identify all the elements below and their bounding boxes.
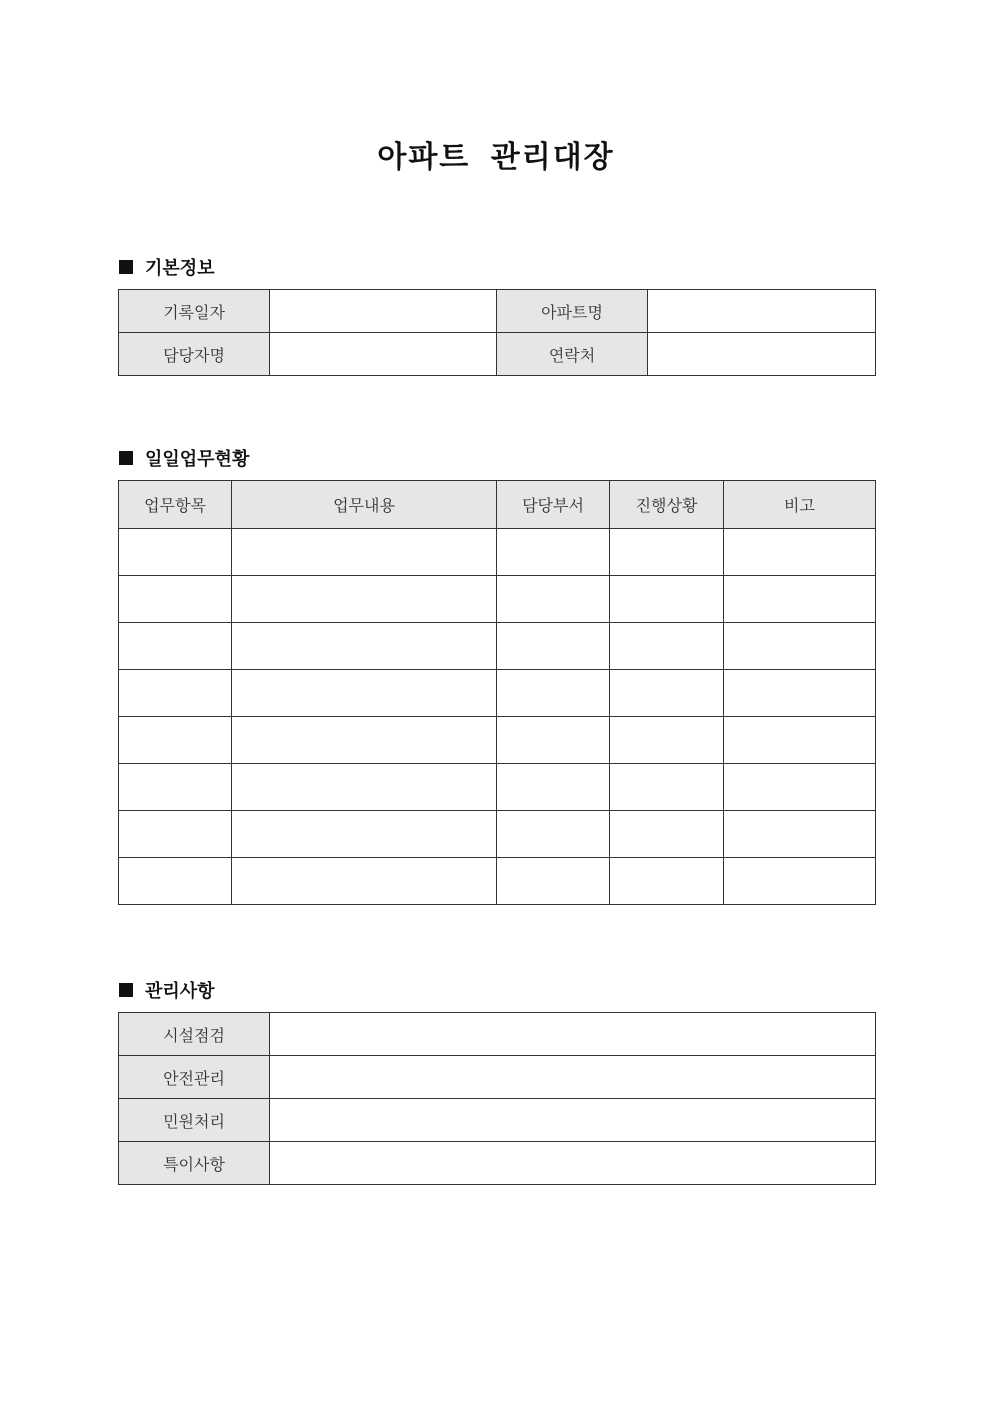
section-heading-management xyxy=(119,977,215,1003)
page-title: 아파트 관리대장 xyxy=(377,140,615,175)
column-header-department: 담당부서 xyxy=(497,481,610,529)
progress-cell[interactable] xyxy=(610,858,724,905)
section-heading-basic-info xyxy=(119,254,215,280)
manager-name-label: 담당자명 xyxy=(119,333,270,376)
table-row xyxy=(119,764,876,811)
table-row xyxy=(119,1099,876,1142)
table-row xyxy=(119,529,876,576)
section-heading-label: 기본정보 xyxy=(145,258,215,279)
department-cell[interactable] xyxy=(497,576,610,623)
apartment-name-field[interactable] xyxy=(648,290,876,333)
department-cell[interactable] xyxy=(497,529,610,576)
task-content-cell[interactable] xyxy=(232,717,497,764)
square-bullet-icon xyxy=(119,260,133,274)
record-date-field[interactable] xyxy=(270,290,497,333)
task-item-cell[interactable] xyxy=(119,764,232,811)
department-cell[interactable] xyxy=(497,811,610,858)
progress-cell[interactable] xyxy=(610,576,724,623)
safety-management-label: 안전관리 xyxy=(119,1056,270,1099)
table-row xyxy=(119,858,876,905)
department-cell[interactable] xyxy=(497,623,610,670)
safety-management-field[interactable] xyxy=(270,1056,876,1099)
complaint-handling-label: 민원처리 xyxy=(119,1099,270,1142)
table-row xyxy=(119,623,876,670)
table-row xyxy=(119,1056,876,1099)
task-content-cell[interactable] xyxy=(232,811,497,858)
special-notes-label: 특이사항 xyxy=(119,1142,270,1185)
progress-cell[interactable] xyxy=(610,764,724,811)
department-cell[interactable] xyxy=(497,764,610,811)
contact-field[interactable] xyxy=(648,333,876,376)
management-table xyxy=(118,1012,876,1185)
task-content-cell[interactable] xyxy=(232,764,497,811)
progress-cell[interactable] xyxy=(610,670,724,717)
remarks-cell[interactable] xyxy=(724,670,876,717)
table-row xyxy=(119,811,876,858)
task-item-cell[interactable] xyxy=(119,576,232,623)
daily-tasks-table xyxy=(118,480,876,905)
progress-cell[interactable] xyxy=(610,529,724,576)
square-bullet-icon xyxy=(119,451,133,465)
square-bullet-icon xyxy=(119,983,133,997)
task-item-cell[interactable] xyxy=(119,811,232,858)
table-row xyxy=(119,1142,876,1185)
remarks-cell[interactable] xyxy=(724,623,876,670)
table-row xyxy=(119,290,876,333)
task-item-cell[interactable] xyxy=(119,717,232,764)
special-notes-field[interactable] xyxy=(270,1142,876,1185)
section-heading-daily-tasks xyxy=(119,445,249,471)
task-item-cell[interactable] xyxy=(119,670,232,717)
progress-cell[interactable] xyxy=(610,717,724,764)
table-header-row xyxy=(119,481,876,529)
task-content-cell[interactable] xyxy=(232,670,497,717)
column-header-progress: 진행상황 xyxy=(610,481,724,529)
column-header-remarks: 비고 xyxy=(724,481,876,529)
table-row xyxy=(119,1013,876,1056)
contact-label: 연락처 xyxy=(497,333,648,376)
remarks-cell[interactable] xyxy=(724,576,876,623)
department-cell[interactable] xyxy=(497,858,610,905)
table-row xyxy=(119,333,876,376)
task-item-cell[interactable] xyxy=(119,529,232,576)
progress-cell[interactable] xyxy=(610,811,724,858)
task-item-cell[interactable] xyxy=(119,623,232,670)
facility-inspection-field[interactable] xyxy=(270,1013,876,1056)
task-item-cell[interactable] xyxy=(119,858,232,905)
table-row xyxy=(119,576,876,623)
manager-name-field[interactable] xyxy=(270,333,497,376)
task-content-cell[interactable] xyxy=(232,623,497,670)
record-date-label: 기록일자 xyxy=(119,290,270,333)
facility-inspection-label: 시설점검 xyxy=(119,1013,270,1056)
column-header-task-content: 업무내용 xyxy=(232,481,497,529)
section-heading-label: 일일업무현황 xyxy=(145,449,250,470)
task-content-cell[interactable] xyxy=(232,576,497,623)
apartment-name-label: 아파트명 xyxy=(497,290,648,333)
progress-cell[interactable] xyxy=(610,623,724,670)
section-heading-label: 관리사항 xyxy=(145,981,215,1002)
department-cell[interactable] xyxy=(497,670,610,717)
column-header-task-item: 업무항목 xyxy=(119,481,232,529)
table-row xyxy=(119,670,876,717)
remarks-cell[interactable] xyxy=(724,858,876,905)
remarks-cell[interactable] xyxy=(724,811,876,858)
remarks-cell[interactable] xyxy=(724,717,876,764)
task-content-cell[interactable] xyxy=(232,529,497,576)
table-row xyxy=(119,717,876,764)
department-cell[interactable] xyxy=(497,717,610,764)
task-content-cell[interactable] xyxy=(232,858,497,905)
remarks-cell[interactable] xyxy=(724,529,876,576)
basic-info-table xyxy=(118,289,876,376)
complaint-handling-field[interactable] xyxy=(270,1099,876,1142)
remarks-cell[interactable] xyxy=(724,764,876,811)
